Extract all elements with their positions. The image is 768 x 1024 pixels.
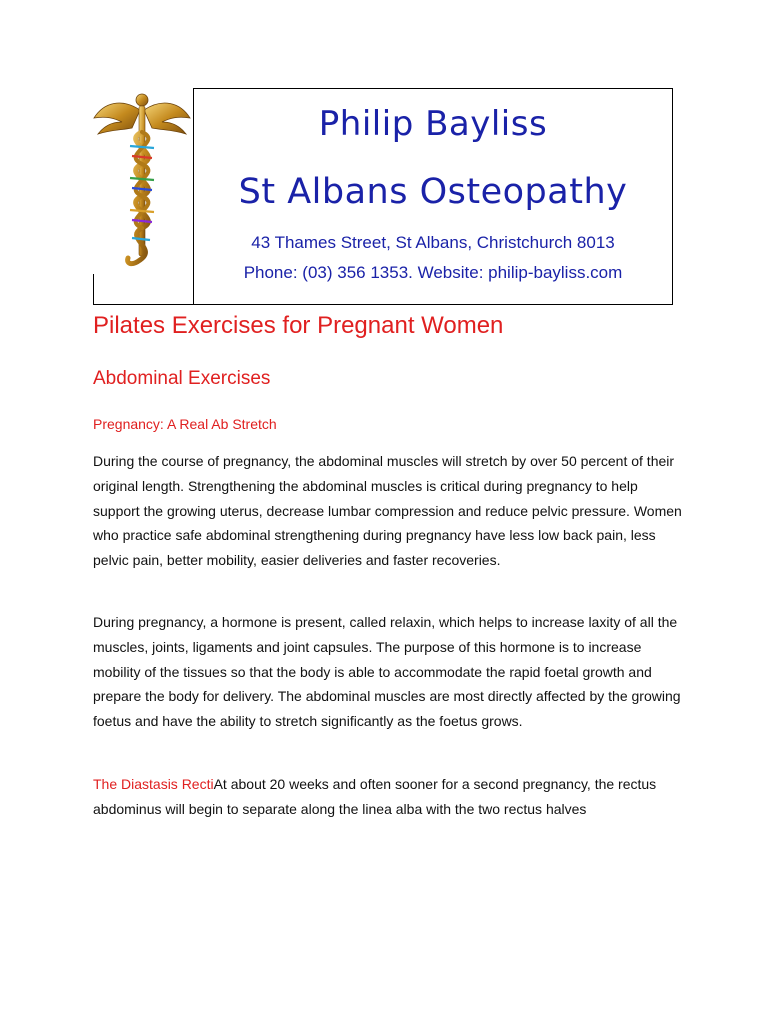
body-paragraph-3-text: At about 20 weeks and often sooner for a second pregnancy, the rectus abdominus will begin to separate along the linea alba with the two rectus halves	[93, 776, 657, 817]
body-paragraph-3	[93, 772, 683, 822]
body-paragraph-1: During the course of pregnancy, the abdominal muscles will stretch by over 50 percent of their original length. Strengthening the abdominal muscles is critical during pregnancy to help support the growing uterus, decrease lumbar compression and reduce pelvic pressure. Women who practice safe abdominal strengthening during pregnancy have less low back pain, less pelvic pain, better mobility, easier deliveries and faster recoveries.	[93, 453, 682, 569]
letterhead-left-rule	[93, 274, 193, 305]
practitioner-name: Philip Bayliss	[318, 104, 548, 144]
subheading: Pregnancy: A Real Ab Stretch	[93, 416, 277, 432]
practice-contact: Phone: (03) 356 1353. Website: philip-bayliss.com	[243, 263, 623, 282]
section-heading: Abdominal Exercises	[93, 368, 271, 389]
practice-name: St Albans Osteopathy	[238, 172, 628, 212]
diastasis-recti-heading: The Diastasis Recti	[93, 776, 214, 792]
practice-address: 43 Thames Street, St Albans, Christchurch 8013	[251, 233, 615, 252]
caduceus-icon	[92, 88, 192, 274]
document-title: Pilates Exercises for Pregnant Women	[93, 312, 504, 339]
body-paragraph-2: During pregnancy, a hormone is present, called relaxin, which helps to increase laxity of all the muscles, joints, ligaments and joint capsules. The purpose of this hormone is to increase mobility of the tissues so that the body is able to accommodate the rapid foetal growth and prepare the body for delivery. The abdominal muscles are most directly affected by the growing foetus and have the ability to stretch significantly as the foetus grows.	[93, 614, 681, 730]
